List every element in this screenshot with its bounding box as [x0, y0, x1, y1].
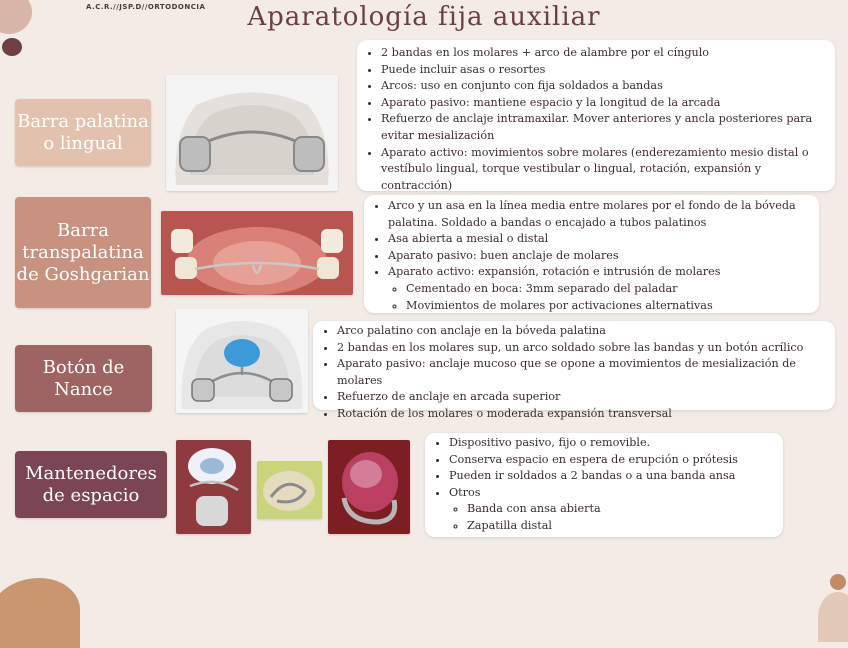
- bullet-list: [433, 435, 775, 535]
- section-label-mantenedores: [15, 451, 167, 518]
- list-item: • Asa abierta a mesial o distal: [388, 231, 809, 248]
- info-card-mantenedores: [425, 433, 783, 537]
- decor-blob-bottom-left: [0, 578, 80, 648]
- list-item: • Conserva espacio en espera de erupción o prótesis: [449, 452, 775, 469]
- section-label-text: Botón de Nance: [42, 356, 125, 400]
- info-card-boton-nance: [313, 321, 835, 420]
- section-label-boton-nance: [15, 345, 152, 412]
- palatal-bar-cast-photo: [166, 75, 338, 191]
- list-item: • Aparato pasivo: buen anclaje de molares: [388, 248, 809, 265]
- section-label-text: Mantenedores de espacio: [25, 462, 157, 506]
- list-item: • Aparato activo: movimientos sobre molares (enderezamiento mesio distal o vestíbulo lingual, torque vestibular o lingual, rotación, expansión y contracción): [381, 145, 825, 195]
- page-title: Aparatología fija auxiliar: [247, 2, 601, 32]
- list-item: • Puede incluir asas o resortes: [381, 62, 825, 79]
- transpalatal-bar-mouth-photo: [161, 211, 353, 295]
- list-item: • Dispositivo pasivo, fijo o removible.: [449, 435, 775, 452]
- section-label-text: Barra palatina o lingual: [17, 110, 149, 154]
- list-item: • Pueden ir soldados a 2 bandas o a una banda ansa: [449, 468, 775, 485]
- decor-blob-bottom-right-small: [830, 574, 846, 590]
- info-card-barra-transpalatina: [364, 195, 819, 313]
- list-item: • Arcos: uso en conjunto con fija soldados a bandas: [381, 78, 825, 95]
- bullet-list: [365, 45, 825, 194]
- list-item: [388, 264, 809, 314]
- bullet-list: [321, 323, 829, 423]
- list-item-text: Otros: [449, 485, 481, 499]
- list-item: • Aparato pasivo: mantiene espacio y la longitud de la arcada: [381, 95, 825, 112]
- sub-bullet-list: [388, 281, 809, 314]
- nance-button-cast-photo: [176, 309, 308, 413]
- band-loop-photo-1: [176, 440, 251, 534]
- list-item: • Rotación de los molares o moderada expansión transversal: [337, 406, 829, 423]
- section-label-barra-palatina: [15, 99, 151, 166]
- bullet-list: [372, 198, 809, 314]
- info-card-barra-palatina: [357, 40, 835, 191]
- list-item: • Refuerzo de anclaje intramaxilar. Mover anteriores y ancla posteriores para evitar mesialización: [381, 111, 825, 144]
- list-item: • 2 bandas en los molares sup, un arco soldado sobre las bandas y un botón acrílico: [337, 340, 829, 357]
- sub-list-item: ◦ Movimientos de molares por activaciones alternativas: [406, 298, 809, 315]
- decor-blob-bottom-right: [818, 592, 848, 642]
- band-loop-photo-2: [257, 461, 322, 519]
- list-item: • Refuerzo de anclaje en arcada superior: [337, 389, 829, 406]
- list-item: • Arco palatino con anclaje en la bóveda palatina: [337, 323, 829, 340]
- list-item: [449, 485, 775, 535]
- section-label-text: Barra transpalatina de Goshgarian: [16, 219, 150, 285]
- decor-blob-top-left-small: [2, 38, 22, 56]
- distal-shoe-photo: [328, 440, 410, 534]
- sub-bullet-list: [449, 501, 775, 534]
- sub-list-item: ◦ Banda con ansa abierta: [467, 501, 775, 518]
- credit-text: A.C.R.//JSP.D//ORTODONCIA: [86, 3, 206, 11]
- section-label-barra-transpalatina: [15, 197, 151, 308]
- sub-list-item: ◦ Cementado en boca: 3mm separado del paladar: [406, 281, 809, 298]
- list-item-text: Aparato activo: expansión, rotación e intrusión de molares: [388, 265, 721, 279]
- list-item: • Aparato pasivo: anclaje mucoso que se opone a movimientos de mesialización de molares: [337, 356, 829, 389]
- list-item: • 2 bandas en los molares + arco de alambre por el cíngulo: [381, 45, 825, 62]
- list-item: • Arco y un asa en la línea media entre molares por el fondo de la bóveda palatina. Soldado a bandas o encajado a tubos palatinos: [388, 198, 809, 231]
- sub-list-item: ◦ Zapatilla distal: [467, 518, 775, 535]
